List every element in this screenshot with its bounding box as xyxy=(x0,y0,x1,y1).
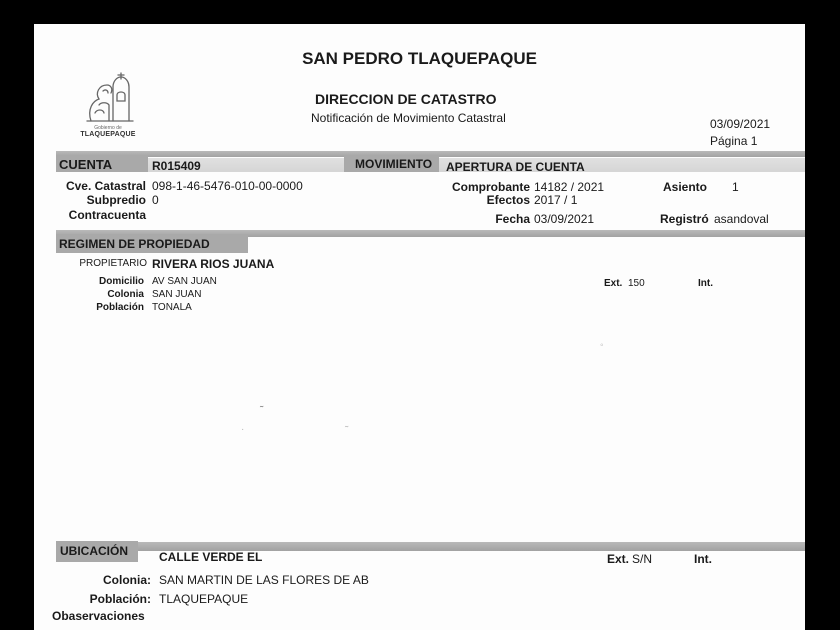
scan-speck: ˷ xyxy=(260,397,264,408)
registro-value: asandoval xyxy=(714,212,769,226)
calle-value: CALLE VERDE EL xyxy=(159,550,263,564)
movimiento-value: APERTURA DE CUENTA xyxy=(446,160,585,174)
ubicacion-poblacion-value: TLAQUEPAQUE xyxy=(159,592,249,606)
logo-name: TLAQUEPAQUE xyxy=(80,131,136,138)
movimiento-label: MOVIMIENTO xyxy=(355,157,433,171)
ext-label: Ext. xyxy=(604,278,623,289)
ubicacion-colonia-value: SAN MARTIN DE LAS FLORES DE AB xyxy=(159,573,369,587)
comprobante-value: 14182 / 2021 xyxy=(534,180,605,194)
domicilio-value: AV SAN JUAN xyxy=(152,276,217,287)
asiento-label: Asiento xyxy=(663,180,708,194)
cuenta-label: CUENTA xyxy=(59,157,113,172)
colonia-value: SAN JUAN xyxy=(152,289,202,300)
propietario-value: RIVERA RIOS JUANA xyxy=(152,257,275,271)
ext-value: 150 xyxy=(628,278,645,289)
cve-value: 098-1-46-5476-010-00-0000 xyxy=(152,179,303,193)
ubicacion-poblacion-label: Población: xyxy=(89,592,151,606)
ubicacion-int-label: Int. xyxy=(694,552,712,566)
document-subtitle: Notificación de Movimiento Catastral xyxy=(311,111,506,125)
efectos-label: Efectos xyxy=(486,193,530,207)
page-title: SAN PEDRO TLAQUEPAQUE xyxy=(302,49,537,68)
ubicacion-label: UBICACIÓN xyxy=(60,544,128,558)
propietario-label: PROPIETARIO xyxy=(79,258,147,269)
subpredio-label: Subpredio xyxy=(86,193,146,207)
church-logo-icon xyxy=(77,69,139,127)
registro-label: Registró xyxy=(660,212,709,226)
fecha-value: 03/09/2021 xyxy=(534,212,595,226)
scan-speck: ◦ xyxy=(600,340,604,351)
int-label: Int. xyxy=(698,278,713,289)
regimen-label: REGIMEN DE PROPIEDAD xyxy=(59,237,210,251)
document-page xyxy=(34,24,805,630)
contracuenta-label: Contracuenta xyxy=(68,208,146,222)
asiento-value: 1 xyxy=(732,180,739,194)
cuenta-value: R015409 xyxy=(152,159,201,173)
department-title: DIRECCION DE CATASTRO xyxy=(315,91,497,107)
ubicacion-colonia-label: Colonia: xyxy=(103,573,151,587)
scan-speck: ˷ xyxy=(345,417,349,428)
efectos-value: 2017 / 1 xyxy=(534,193,578,207)
domicilio-label: Domicilio xyxy=(98,276,144,287)
municipal-logo xyxy=(77,69,139,145)
poblacion-label: Población xyxy=(96,302,144,313)
colonia-label: Colonia xyxy=(107,289,144,300)
cve-label: Cve. Catastral xyxy=(65,179,146,193)
observaciones-label: Obaservaciones xyxy=(52,609,145,623)
poblacion-value: TONALA xyxy=(152,302,192,313)
document-date: 03/09/2021 xyxy=(710,117,771,131)
subpredio-value: 0 xyxy=(152,193,159,207)
logo-subtitle: Gobierno de xyxy=(94,125,122,131)
scan-speck: · xyxy=(241,424,245,435)
ubicacion-ext-label: Ext. xyxy=(607,552,630,566)
ubicacion-ext-value: S/N xyxy=(632,552,653,566)
fecha-label: Fecha xyxy=(495,212,530,226)
comprobante-label: Comprobante xyxy=(452,180,530,194)
page-number: Página 1 xyxy=(710,134,758,148)
